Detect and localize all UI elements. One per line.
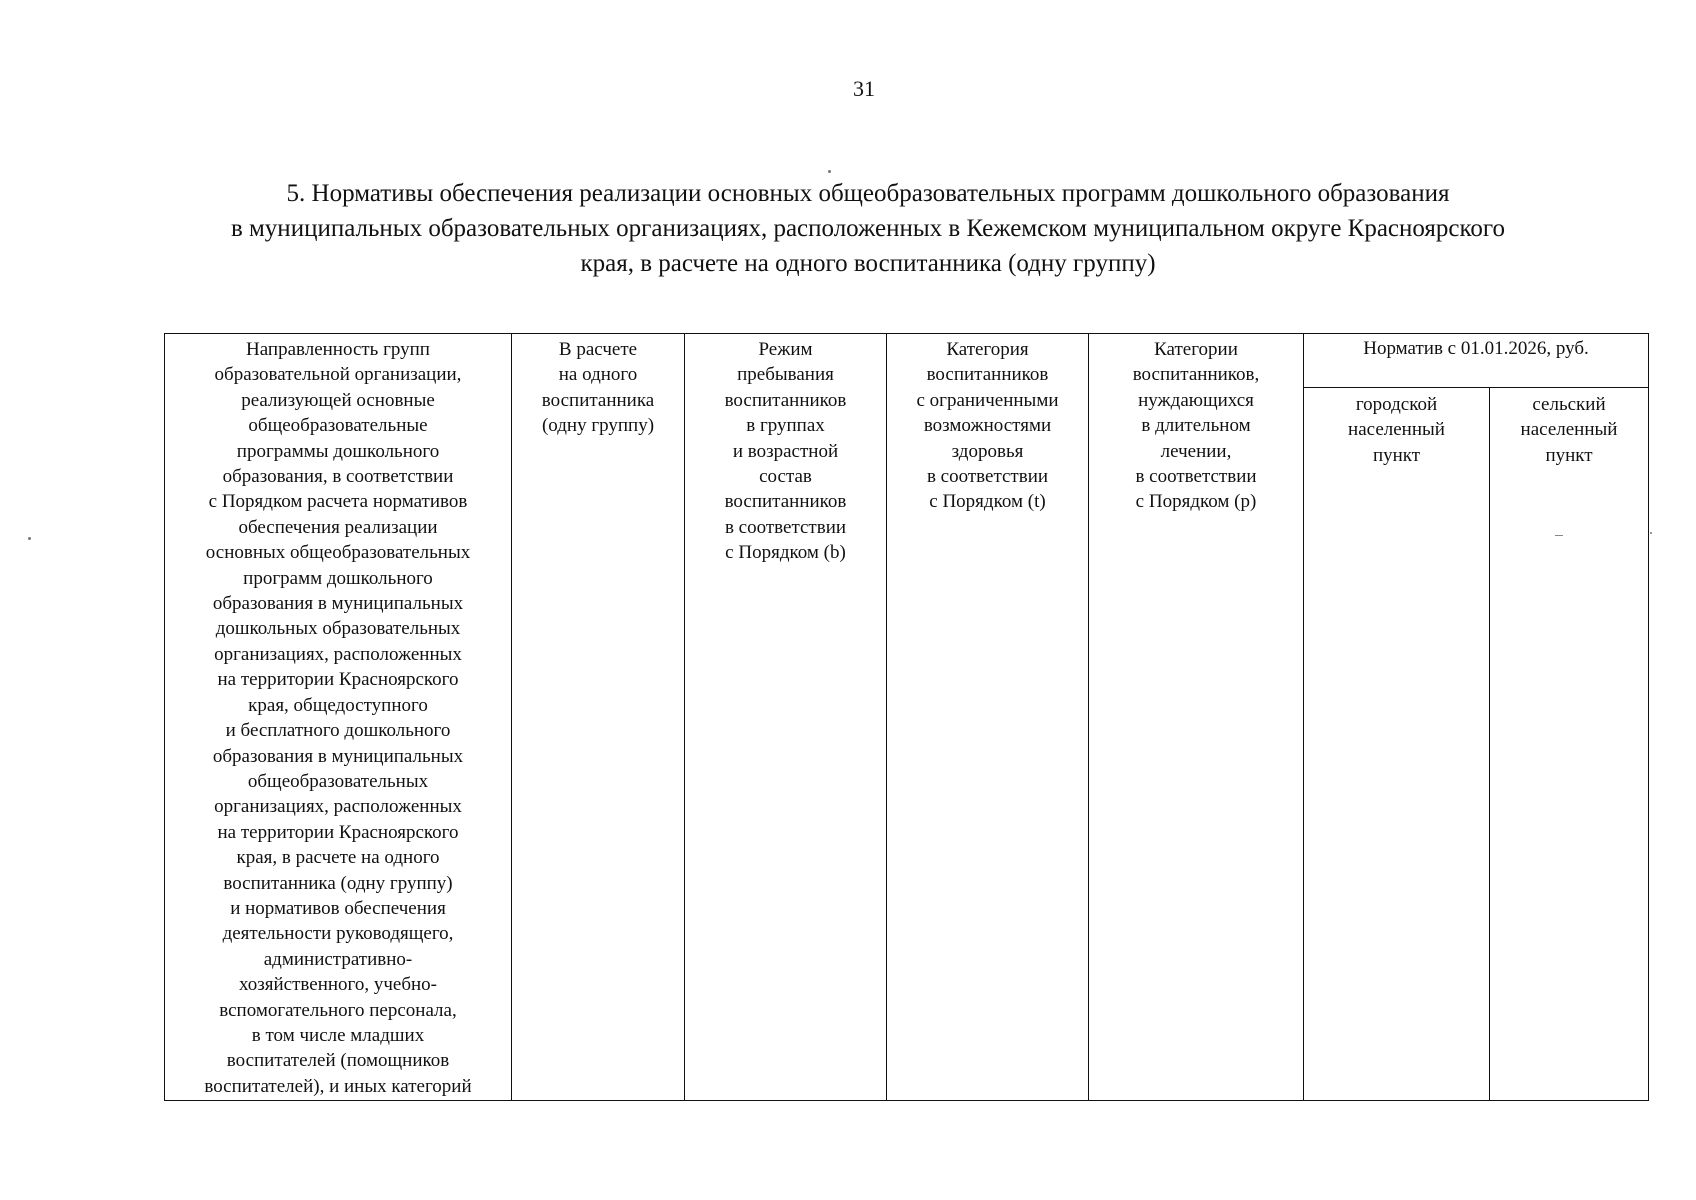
cell-text-line: края, общедоступного [248,694,428,716]
cell-text-line: с Порядком расчета нормативов [208,491,468,513]
cell-text-line: вспомогательного персонала, [219,999,457,1021]
cell-text-line: на территории Красноярского [217,821,459,843]
header-category-long-treatment [1089,334,1304,1101]
cell-text-line: в соответствии [926,466,1049,488]
cell-text-line: с Порядком (p) [1135,491,1257,513]
cell-text-line: хозяйственного, учебно- [238,974,438,996]
header-normative: Норматив с 01.01.2026, руб. [1304,334,1649,388]
normatives-table [164,333,1649,1101]
page-number: 31 [853,76,875,101]
header-group-orientation [165,334,512,1101]
cell-text-line: образования в муниципальных [212,593,464,615]
cell-text-line: воспитателей), и иных категорий [204,1075,472,1097]
cell-text-line: программы дошкольного [236,440,440,462]
cell-text-line: и возрастной [732,440,839,462]
cell-text-line: образования в муниципальных [212,745,464,767]
cell-text-line: с ограниченными [916,389,1059,411]
cell-text-line: пункт [1545,444,1593,466]
cell-text-line: пребывания [737,364,834,386]
cell-text-line: нуждающихся [1138,389,1254,411]
header-urban-settlement [1304,388,1490,1101]
cell-text-line: воспитанников, [1132,364,1260,386]
cell-text-line: общеобразовательные [248,415,428,437]
cell-text-line: основных общеобразовательных [205,542,471,564]
cell-text-line: Направленность групп [246,339,430,360]
header-category-disabilities [887,334,1089,1101]
cell-text-line: в соответствии [724,516,847,538]
cell-text-line: дошкольных образовательных [215,618,461,640]
cell-text-line: возможностями [923,415,1052,437]
cell-text-line: В расчете [558,339,638,360]
cell-text-line: общеобразовательных [247,770,429,792]
cell-text-line: образования, в соответствии [222,466,454,488]
cell-text-line: с Порядком (t) [929,491,1046,513]
cell-text-line: на одного [558,364,638,386]
cell-text-line: воспитанников [724,491,847,513]
scan-speck [828,170,831,173]
cell-text-line: в группах [746,415,825,437]
header-rural-settlement [1490,388,1649,1101]
scan-speck [28,537,31,540]
document-title [150,176,1586,281]
cell-text-line: Режим [758,339,813,360]
title-line-2: в муниципальных образовательных организациях, расположенных в Кежемском муниципальном округе Красноярского [230,215,1506,242]
cell-text-line: организациях, расположенных [214,643,462,665]
cell-text-line: Категории [1154,339,1238,360]
cell-text-line: воспитателей (помощников [226,1050,450,1072]
cell-text-line: (одну группу) [541,415,655,437]
cell-text-line: воспитанников [724,389,847,411]
cell-text-line: в соответствии [1135,466,1257,488]
cell-text-line: состав [759,466,812,488]
cell-text-line: воспитанника (одну группу) [223,872,453,894]
cell-text-line: административно- [263,948,413,970]
cell-text-line: лечении, [1160,440,1232,462]
scan-speck [1650,532,1652,534]
cell-text-line: и нормативов обеспечения [230,897,446,919]
cell-text-line: сельский [1532,394,1606,415]
cell-text-line: образовательной организации, [214,364,462,386]
cell-text-line: населенный [1520,419,1618,441]
cell-text-line: воспитанников [926,364,1049,386]
cell-text-line: деятельности руководящего, [222,923,454,945]
cell-text-line: населенный [1348,419,1445,441]
cell-text-line: с Порядком (b) [725,542,846,564]
cell-text-line: в том числе младших [251,1024,425,1046]
cell-text-line: городской [1355,394,1438,415]
stray-dash-mark [1555,535,1563,536]
header-stay-mode [685,334,887,1101]
cell-text-line: обеспечения реализации [238,516,438,538]
cell-text-line: реализующей основные [241,389,435,411]
header-per-pupil [512,334,685,1101]
title-line-1: 5. Нормативы обеспечения реализации основных общеобразовательных программ дошкольного образования [286,180,1450,207]
cell-text-line: и бесплатного дошкольного [225,720,451,742]
cell-text-line: края, в расчете на одного [236,847,440,869]
cell-text-line: пункт [1372,444,1421,466]
cell-text-line: здоровья [951,440,1024,462]
cell-text-line: программ дошкольного [243,567,433,589]
title-line-3: края, в расчете на одного воспитанника (одну группу) [580,250,1156,277]
cell-text-line: в длительном [1141,415,1251,437]
cell-text-line: организациях, расположенных [214,796,462,818]
cell-text-line: на территории Красноярского [217,669,459,691]
cell-text-line: воспитанника [541,389,655,411]
cell-text-line: Категория [946,339,1029,360]
